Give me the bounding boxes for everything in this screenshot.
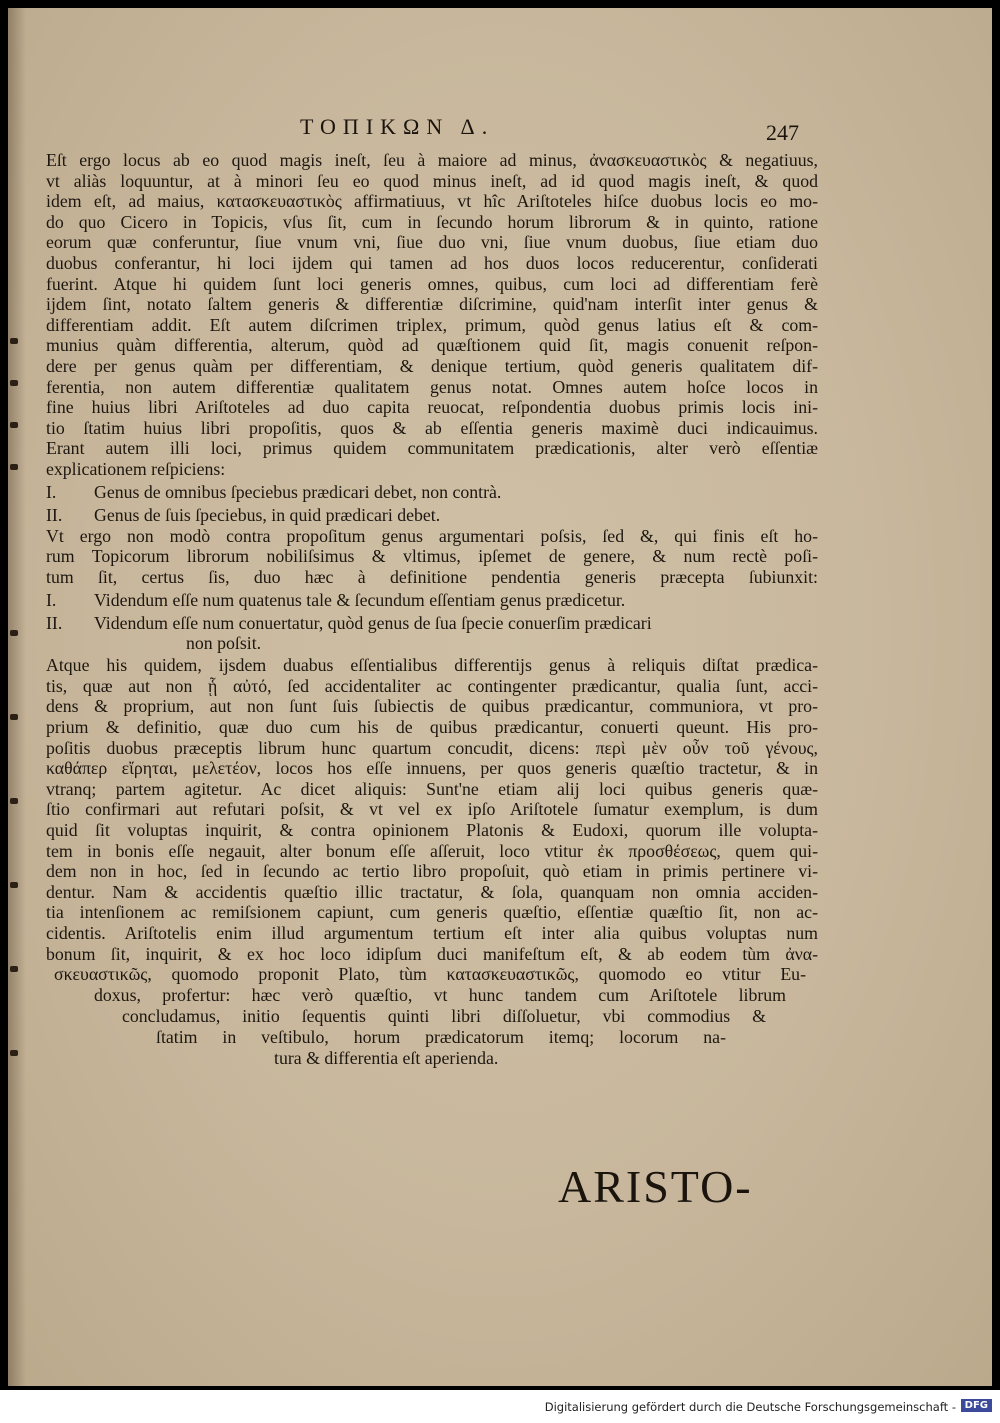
text-line: tia intenſionem ac remiſsionem capiunt, cum generis quæſtio, eſſentiæ quæſtio ſit, non ac- [46, 902, 818, 923]
rule-item [46, 503, 818, 526]
tapering-tail [46, 964, 818, 1074]
text-line: quid ſit voluptas inquirit, & contra opinionem Platonis & Eudoxi, quorum ille volupta- [46, 820, 818, 841]
tail-line: σκευαστικῶς, quomodo proponit Plato, tùm κατασκευαστικῶς, quomodo eo vtitur Eu- [54, 964, 806, 985]
rule-item [46, 480, 818, 503]
text-line: καθάπερ εἴρηται, μελετέον, locos hos eſſe innuens, per quos generis quæſtio tractetur, & in [46, 758, 818, 779]
rule-number: II. [46, 612, 63, 633]
main-text [46, 150, 818, 1074]
text-line: bonum ſit, inquirit, & ex hoc loco idipſum duci manifeſtum eſt, & ab eodem tùm ἀνα- [46, 943, 818, 964]
digitization-footer [0, 1390, 1000, 1423]
text-line: Vt ergo non modò contra propoſitum genus argumentari poſsis, ſed &, qui finis eſt ho- [46, 525, 818, 546]
rule-text: Videndum eſſe num conuertatur, quòd genus de ſua ſpecie conuerſim prædicari [94, 612, 652, 633]
text-line: duobus conferantur, hi loci ijdem qui tamen ad hos duos locos reducerentur, conſiderati [46, 252, 818, 273]
text-line: fine huius libri Ariſtoteles ad duo capita reuocat, reſpondentia duobus primis locis ini- [46, 397, 818, 418]
text-line: munius quàm differentia, alterum, quòd ad quæſtionem quid ſit, magis conuenit reſpon- [46, 335, 818, 356]
text-line: do quo Cicero in Topicis, vſus ſit, cum in ſecundo horum librorum & in quinto, ratione [46, 211, 818, 232]
text-line: dem non in hoc, ſed in ſecundo ac tertio libro propoſuit, quò etiam in primis pertinere vi- [46, 861, 818, 882]
text-line: ferentia, non autem differentiæ qualitatem genus notat. Omnes autem hoſce locos in [46, 376, 818, 397]
dfg-logo: DFG [961, 1399, 992, 1412]
text-line: ijdem ſint, notato ſaltem generis & differentiæ diſcrimine, quid'nam interſit inter genus & [46, 294, 818, 315]
tail-line: concludamus, initio ſequentis quinti libri diſſoluetur, vbi commodius & [122, 1006, 766, 1027]
text-line: prium & definitio, quæ duo cum his de quibus prædicantur, conuerti queunt. His pro- [46, 717, 818, 738]
footer-credit: Digitalisierung gefördert durch die Deutsche Forschungsgemeinschaft - [544, 1400, 956, 1414]
text-line: dens & proprium, aut non ſunt ſuis ſubiectis de quibus prædicantur, communiora, vt pro- [46, 696, 818, 717]
rule-text: Genus de omnibus ſpeciebus prædicari debet, non contrà. [94, 481, 502, 502]
catchword: ARISTO- [558, 1161, 753, 1212]
text-line: tum ſit, certus ſis, duo hæc à definitione pendentia generis præcepta ſubiunxit: [46, 566, 818, 587]
text-line: vt aliàs loquuntur, at à minori ſeu eo quod minus ineſt, ad id quod magis ineſt, & quod [46, 170, 818, 191]
page-number: 247 [766, 120, 799, 145]
text-line: explicationem reſpiciens: [46, 458, 226, 479]
rule-item [46, 610, 818, 633]
text-line: rum Topicorum librorum nobiliſsimus & vltimus, ipſemet de genere, & num rectè poſi- [46, 546, 818, 567]
rule-number: I. [46, 589, 57, 610]
text-line: Eſt ergo locus ab eo quod magis ineſt, ſeu à maiore ad minus, ἀνασκευαστικὸς & negatiuus, [46, 150, 818, 170]
rule-item [46, 587, 818, 610]
text-line: Erant autem illi loci, primus quidem communitatem prædicationis, alter verò eſſentiæ [46, 438, 818, 459]
rule-number: II. [46, 504, 63, 525]
text-line: Atque his quidem, ijsdem duabus eſſentialibus differentijs genus à reliquis diſtat prædica- [46, 655, 818, 676]
text-line: tem in bonis eſſe negauit, alter bonum eſſe aſſeruit, loco vtitur ἐκ προσθέσεως, quem qui- [46, 840, 818, 861]
tail-line: doxus, profertur: hæc verò quæſtio, vt hunc tandem cum Ariſtotele librum [94, 985, 786, 1006]
rule-text: Videndum eſſe num quatenus tale & ſecundum eſſentiam genus prædicetur. [94, 589, 626, 610]
text-line: tis, quæ aut non ᾗ αὐτό, ſed accidentaliter ac contingenter prædicantur, qualia ſunt, acci- [46, 675, 818, 696]
text-line: tio ſtatim huius libri propoſitis, quos & ab eſſentia generis maximè duci indicauimus. [46, 417, 818, 438]
rule-number: I. [46, 481, 57, 502]
text-line: poſitis duobus præceptis librum hunc quartum concudit, dicens: περὶ μὲν οὖν τοῦ γένους, [46, 737, 818, 758]
text-line: dere per genus quàm per differentiam, & denique tertium, quòd generis qualitatem dif- [46, 355, 818, 376]
text-line: ſtio confirmari aut refutari poſsit, & vt vel ex ipſo Ariſtotele ſumatur exemplum, is dum [46, 799, 818, 820]
text-line: differentiam addit. Eſt autem diſcrimen triplex, primum, quòd genus latius eſt & com- [46, 314, 818, 335]
text-line: dentur. Nam & accidentis quæſtio illic tractatur, & ſola, quanquam non omnia acciden- [46, 881, 818, 902]
text-line: cidentis. Ariſtotelis enim illud argumentum tertium eſt inter alia quibus voluptas num [46, 923, 818, 943]
text-line: vtranq; partem agitetur. Ac dicet aliquis: Sunt'ne etiam alij loci quibus generis quæ- [46, 778, 818, 799]
page-edge-marks [10, 8, 18, 1386]
tail-line: tura & differentia eſt aperienda. [274, 1048, 499, 1069]
running-head: ΤΟΠΙΚΩΝ Δ. [300, 114, 495, 139]
text-line: eorum quæ conferuntur, ſiue vnum vni, ſiue duo vni, ſiue vnum duobus, ſiue etiam duo [46, 232, 818, 253]
rule-continuation: non poſsit. [186, 633, 262, 654]
rule-text: Genus de ſuis ſpeciebus, in quid prædicari debet. [94, 504, 441, 525]
text-line: fuerint. Atque hi quidem ſunt loci generis omnes, quibus, cum loci ad differentiam ferè [46, 273, 818, 294]
tail-line: ſtatim in veſtibulo, horum prædicatorum itemq; locorum na- [156, 1027, 726, 1048]
text-line: idem eſt, ad maius, κατασκευαστικὸς affirmatiuus, vt hîc Ariſtoteles hiſce duobus locis eo mo- [46, 191, 818, 212]
